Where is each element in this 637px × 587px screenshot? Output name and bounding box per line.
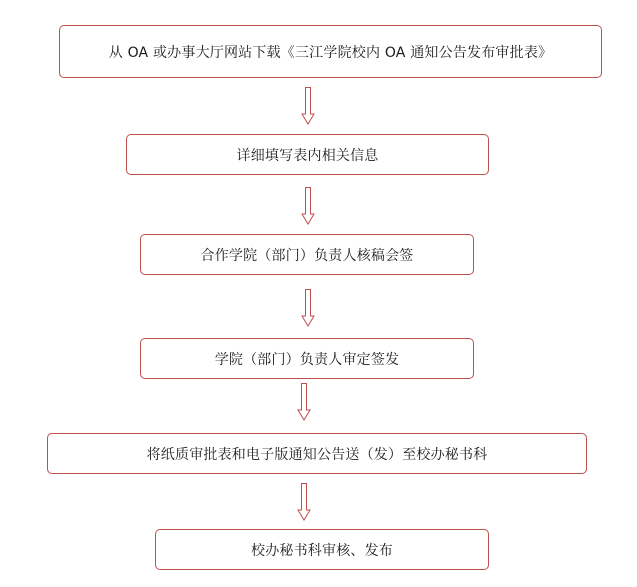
step-label: 将纸质审批表和电子版通知公告送（发）至校办秘书科: [146, 446, 488, 463]
hollow-down-arrow-icon: [297, 383, 311, 421]
step-approve-sign: [140, 338, 474, 379]
step-label: 详细填写表内相关信息: [236, 147, 379, 164]
step-download-form: [59, 25, 602, 78]
step-label: 校办秘书科审核、发布: [251, 542, 393, 559]
hollow-down-arrow-icon: [301, 289, 315, 327]
step-label: 从 OA 或办事大厅网站下载《三江学院校内 OA 通知公告发布审批表》: [108, 44, 553, 61]
step-review-publish: [155, 529, 489, 570]
hollow-down-arrow-icon: [301, 87, 315, 125]
step-label: 合作学院（部门）负责人核稿会签: [200, 247, 414, 264]
step-label: 学院（部门）负责人审定签发: [214, 351, 400, 368]
hollow-down-arrow-icon: [297, 483, 311, 521]
hollow-down-arrow-icon: [301, 187, 315, 225]
step-submit-to-office: [47, 433, 587, 474]
step-countersign: [140, 234, 474, 275]
step-fill-form: [126, 134, 489, 175]
